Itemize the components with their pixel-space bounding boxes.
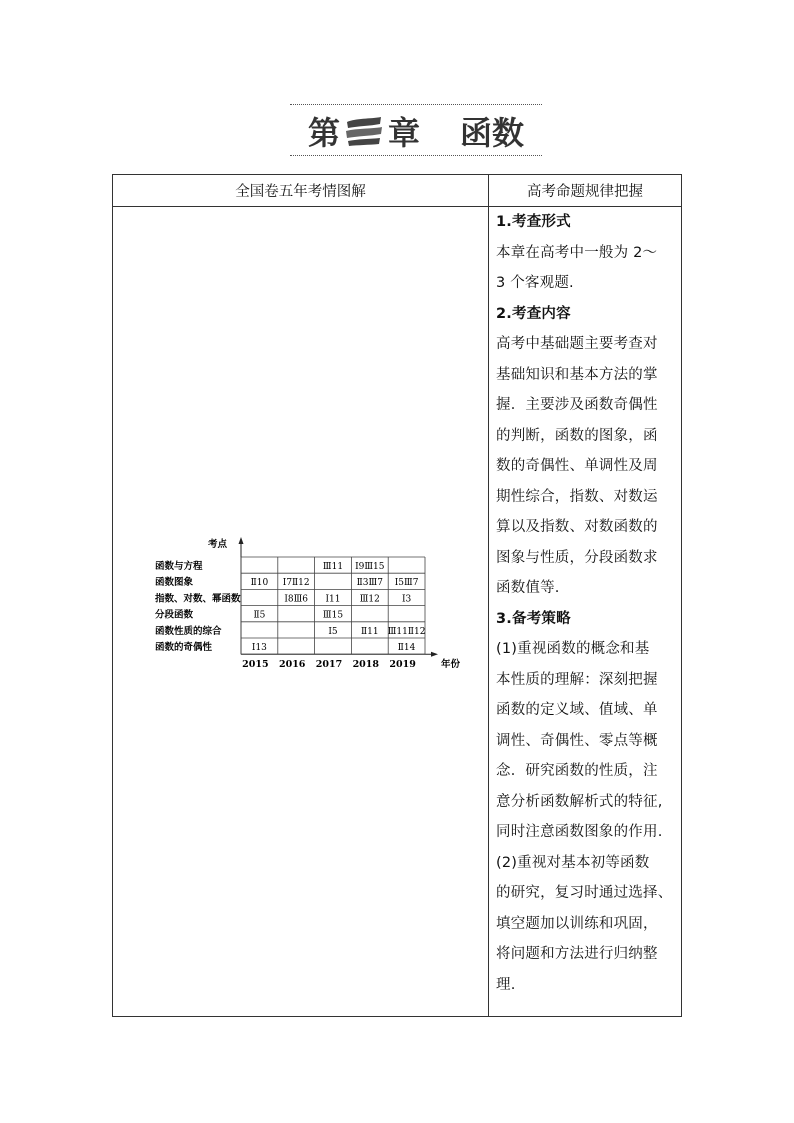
content-row [113, 207, 682, 1017]
rules-line: 高考中基础题主要考查对 [496, 336, 658, 352]
rules-line: (1)重视函数的概念和基 [496, 641, 650, 657]
title-dotted-rule-bottom [290, 155, 542, 156]
chart-year-label: 2015 [242, 659, 269, 671]
main-table [112, 174, 682, 1017]
rules-line: 算以及指数、对数函数的 [496, 519, 658, 535]
rules-line: (2)重视对基本初等函数 [496, 854, 650, 871]
rules-line: 握．主要涉及函数奇偶性 [496, 397, 658, 413]
header-left: 全国卷五年考情图解 [113, 175, 489, 207]
chart-cell-value: Ⅲ15 [322, 610, 344, 621]
title-dotted-rule-top [290, 104, 542, 105]
chart-cell-value: Ⅲ12 [359, 594, 380, 605]
rules-line: 念．研究函数的性质，注 [496, 763, 658, 779]
chart-cell-value: Ⅰ13 [251, 643, 267, 653]
chart-cell-value: Ⅰ9Ⅲ15 [355, 562, 385, 572]
rules-line: 函数值等. [496, 580, 560, 596]
chapter-title [290, 102, 542, 158]
title-char-hanshu: 函数 [460, 114, 525, 152]
chart-cell-value: Ⅱ14 [397, 643, 416, 653]
chart-row-label: 函数与方程 [155, 561, 203, 572]
chart-year-label: 2018 [352, 659, 380, 671]
rules-line: 理. [496, 976, 516, 993]
rules-section-heading: 3.备考策略 [496, 610, 571, 627]
rules-line: 数的奇偶性、单调性及周 [496, 458, 658, 474]
title-char-di: 第 [307, 114, 340, 152]
chart-row-label: 指数、对数、幂函数 [155, 593, 241, 605]
chart-row-label: 函数性质的综合 [155, 625, 222, 637]
header-right: 高考命题规律把握 [489, 175, 682, 207]
chart-cell-value: Ⅰ3 [401, 594, 412, 605]
rules-line: 期性综合，指数、对数运 [496, 488, 658, 505]
rules-line: 3 个客观题. [496, 275, 574, 291]
exam-chart-cell [113, 207, 489, 1017]
rules-line: 本性质的理解：深刻把握 [496, 671, 658, 688]
exam-chart [113, 207, 489, 1018]
rules-line: 本章在高考中一般为 2～ [496, 244, 658, 261]
rules-line: 意分析函数解析式的特征, [496, 793, 663, 810]
rules-section-heading: 1.考查形式 [496, 214, 571, 230]
rules-line: 函数的定义域、值域、单 [496, 702, 658, 718]
chart-cell-value: Ⅰ7Ⅱ12 [282, 578, 310, 589]
rules-line: 调性、奇偶性、零点等概 [496, 732, 658, 749]
chart-y-axis-arrow [239, 537, 244, 544]
rules-section-heading: 2.考查内容 [496, 305, 571, 322]
chart-year-label: 2016 [278, 659, 306, 671]
chart-x-axis-arrow [431, 652, 438, 657]
chart-cell-value: Ⅰ11 [325, 594, 341, 605]
rules-line: 的研究，复习时通过选择、 [496, 885, 673, 901]
chart-cell-value: Ⅰ5 [328, 626, 338, 637]
chart-row-label: 分段函数 [155, 609, 194, 621]
chart-cell-value: Ⅰ5Ⅲ7 [394, 578, 419, 589]
rules-text [496, 207, 681, 1000]
chart-row-label: 函数的奇偶性 [155, 642, 213, 653]
rules-line: 填空题加以训练和巩固， [496, 915, 658, 932]
chart-ylabel: 考点 [207, 539, 227, 550]
chart-cell-value: Ⅱ10 [250, 578, 269, 589]
chart-cell-value: Ⅱ3Ⅲ7 [356, 578, 383, 589]
header-row [113, 175, 682, 207]
chart-xlabel: 年份 [441, 659, 461, 671]
chapter-number-brush-icon [344, 114, 384, 148]
rules-line: 同时注意函数图象的作用. [496, 824, 663, 840]
rules-line: 的判断，函数的图象，函 [496, 427, 658, 444]
chart-year-label: 2019 [389, 659, 416, 671]
chart-cell-value: Ⅲ11Ⅱ12 [387, 626, 426, 637]
rules-line: 将问题和方法进行归纳整 [496, 946, 658, 962]
chart-cell-value: Ⅱ11 [361, 626, 379, 637]
rules-line: 基础知识和基本方法的掌 [496, 366, 658, 383]
chart-year-label: 2017 [315, 659, 343, 671]
rules-cell [489, 207, 682, 1017]
title-char-zhang: 章 [387, 114, 420, 152]
rules-line: 图象与性质，分段函数求 [496, 549, 658, 566]
chart-cell-value: Ⅱ5 [253, 610, 266, 621]
title-row [290, 112, 542, 150]
chart-cell-value: Ⅲ11 [322, 562, 344, 572]
chart-row-label: 函数图象 [155, 577, 194, 589]
chart-cell-value: Ⅰ8Ⅲ6 [284, 594, 309, 605]
